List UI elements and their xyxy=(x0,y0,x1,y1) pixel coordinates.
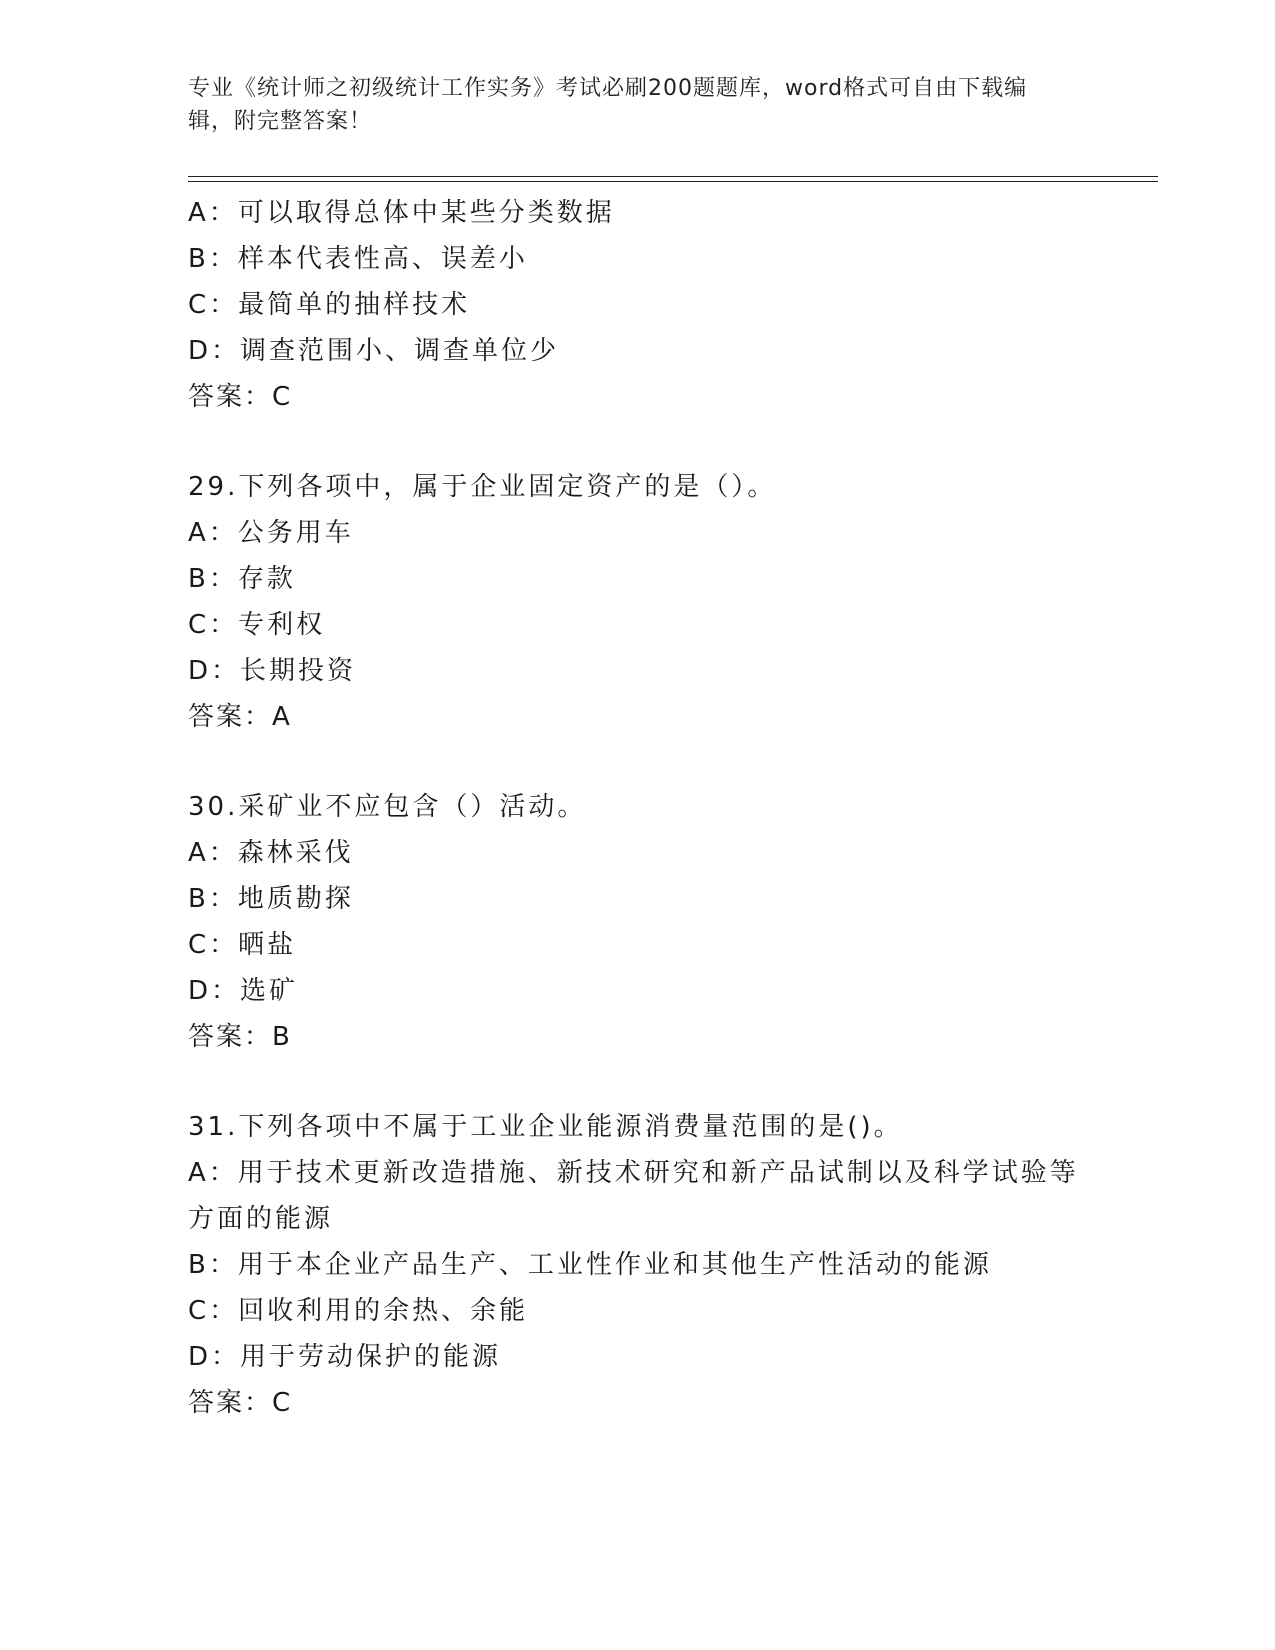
option-d: D：选矿 xyxy=(188,976,299,1006)
option-a: A：公务用车 xyxy=(188,518,354,548)
question-text: 29.下列各项中，属于企业固定资产的是（）。 xyxy=(188,472,777,502)
option-b: B：用于本企业产品生产、工业性作业和其他生产性活动的能源 xyxy=(188,1250,992,1280)
answer-line: 答案：A xyxy=(188,702,292,732)
option-c: C：最简单的抽样技术 xyxy=(188,290,471,320)
header-divider-top xyxy=(188,176,1158,177)
answer-line: 答案：B xyxy=(188,1022,292,1052)
option-d: D：用于劳动保护的能源 xyxy=(188,1342,502,1372)
question-list xyxy=(188,190,1088,1426)
option-a: A：可以取得总体中某些分类数据 xyxy=(188,198,615,228)
option-a: A：用于技术更新改造措施、新技术研究和新产品试制以及科学试验等方面的能源 xyxy=(188,1158,1079,1234)
question-29-block xyxy=(188,464,1088,740)
option-b: B：地质勘探 xyxy=(188,884,354,914)
option-d: D：调查范围小、调查单位少 xyxy=(188,336,560,366)
option-d: D：长期投资 xyxy=(188,656,357,686)
answer-line: 答案：C xyxy=(188,1388,293,1418)
header-divider-bottom xyxy=(188,181,1158,182)
document-header: 专业《统计师之初级统计工作实务》考试必刷200题题库，word格式可自由下载编辑，附完整答案！ xyxy=(188,76,1028,134)
question-text: 30.采矿业不应包含（）活动。 xyxy=(188,792,587,822)
question-31-block xyxy=(188,1104,1088,1426)
answer-line: 答案：C xyxy=(188,382,293,412)
option-b: B：存款 xyxy=(188,564,296,594)
option-c: C：专利权 xyxy=(188,610,326,640)
option-b: B：样本代表性高、误差小 xyxy=(188,244,528,274)
option-c: C：晒盐 xyxy=(188,930,297,960)
option-a: A：森林采伐 xyxy=(188,838,354,868)
question-28-block xyxy=(188,190,1088,420)
question-text: 31.下列各项中不属于工业企业能源消费量范围的是()。 xyxy=(188,1112,903,1142)
question-30-block xyxy=(188,784,1088,1060)
option-c: C：回收利用的余热、余能 xyxy=(188,1296,529,1326)
